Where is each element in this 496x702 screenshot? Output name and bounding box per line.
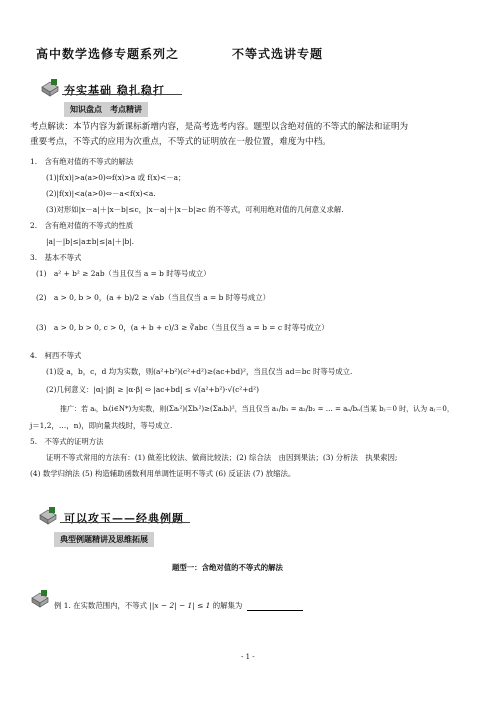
section-3-heading: 3. 基本不等式 — [30, 253, 82, 262]
banner-underline-2 — [60, 522, 190, 523]
section-4-item-1: (1)设 a，b，c，d 均为实数，则(a²+b²)(c²+d²)≥(ac+bd)²，当且仅当 ad＝bc 时等号成立. — [46, 367, 353, 376]
section-4-heading: 4. 柯西不等式 — [30, 351, 82, 360]
section-3-item-1: (1) a² + b² ≥ 2ab（当且仅当 a = b 时等号成立） — [36, 269, 211, 278]
section-tag-knowledge: 知识盘点 考点精讲 — [64, 102, 148, 117]
section-4-item-2: (2)几何意义：|α|·|β| ≥ |α·β| ⇔ |ac+bd| ≤ √(a²+b²)·√(c²+d²) — [46, 385, 259, 394]
page-number: - 1 - — [241, 653, 255, 661]
section-5-item-1: 证明不等式常用的方法有：(1) 做差比较法、做商比较法；(2) 综合法 由因到果法；(3) 分析法 执果索因; — [46, 453, 398, 462]
section-1-item-3: (3)对形如|x－a|＋|x－b|≤c，|x－a|＋|x－b|≥c 的不等式，可利用绝对值的几何意义求解. — [46, 205, 344, 214]
section-5-heading: 5. 不等式的证明方法 — [30, 437, 104, 446]
intro-line-1: 考点解读：本节内容为新课标新增内容，是高考选考内容。题型以含绝对值的不等式的解法和证明为 — [30, 122, 409, 132]
topic-heading: 题型一：含绝对值的不等式的解法 — [172, 563, 283, 572]
banner-underline-1 — [62, 94, 182, 95]
section-tag-examples: 典型例题精讲及思维拓展 — [54, 532, 154, 547]
example-1-expression: ||x − 2| − 1| ≤ 1 — [149, 601, 211, 610]
section-2-item: |a|－|b|≤|a±b|≤|a|＋|b|. — [46, 237, 135, 246]
example-1-suffix: 的解集为 — [212, 601, 243, 610]
banner-title-1: 夯实基础 稳扎稳打 — [64, 84, 165, 97]
intro-line-2: 重要考点，不等式的应用为次重点，不等式的证明放在一般位置，难度为中档。 — [30, 137, 331, 147]
section-4-item-4: j＝1,2，…，n)，即向量共线时，等号成立. — [30, 421, 173, 430]
section-4-item-3: 推广：若 aᵢ，bᵢ(i∈N*)为实数，则(Σaᵢ²)(Σbᵢ²)≥(Σaᵢbᵢ)²，当且仅当 a₁/b₁ = a₂/b₂ = … = aₙ/bₙ(当某 bⱼ＝0 时，认为 aⱼ＝0， — [60, 405, 454, 413]
section-2-heading: 2. 含有绝对值的不等式的性质 — [30, 221, 134, 230]
banner-title-2: 可以攻玉——经典例题 — [64, 512, 184, 525]
cube-icon — [40, 77, 60, 97]
example-1 — [54, 600, 303, 611]
example-1-prefix: 例 1. 在实数范围内，不等式 — [54, 601, 148, 610]
section-3-item-3: (3) a > 0, b > 0, c > 0，(a + b + c)/3 ≥ ∛abc（当且仅当 a = b = c 时等号成立） — [36, 323, 329, 332]
answer-blank — [247, 601, 303, 611]
section-3-item-2: (2) a > 0, b > 0，(a + b)/2 ≥ √ab（当且仅当 a = b 时等号成立） — [36, 293, 271, 302]
section-1-item-1: (1)|f(x)|>a(a>0)⇔f(x)>a 或 f(x)<－a； — [46, 173, 186, 182]
doc-title-right: 不等式选讲专题 — [232, 47, 324, 61]
cube-icon — [38, 505, 58, 525]
cube-icon — [30, 588, 50, 608]
section-1-heading: 1. 含有绝对值的不等式的解法 — [30, 157, 134, 166]
section-1-item-2: (2)|f(x)|<a(a>0)⇔－a<f(x)<a. — [46, 189, 156, 198]
section-5-item-2: (4) 数学归纳法 (5) 构造辅助函数利用单调性证明不等式 (6) 反证法 (7) 放缩法。 — [30, 469, 296, 478]
doc-title-left: 高中数学选修专题系列之 — [36, 47, 180, 61]
